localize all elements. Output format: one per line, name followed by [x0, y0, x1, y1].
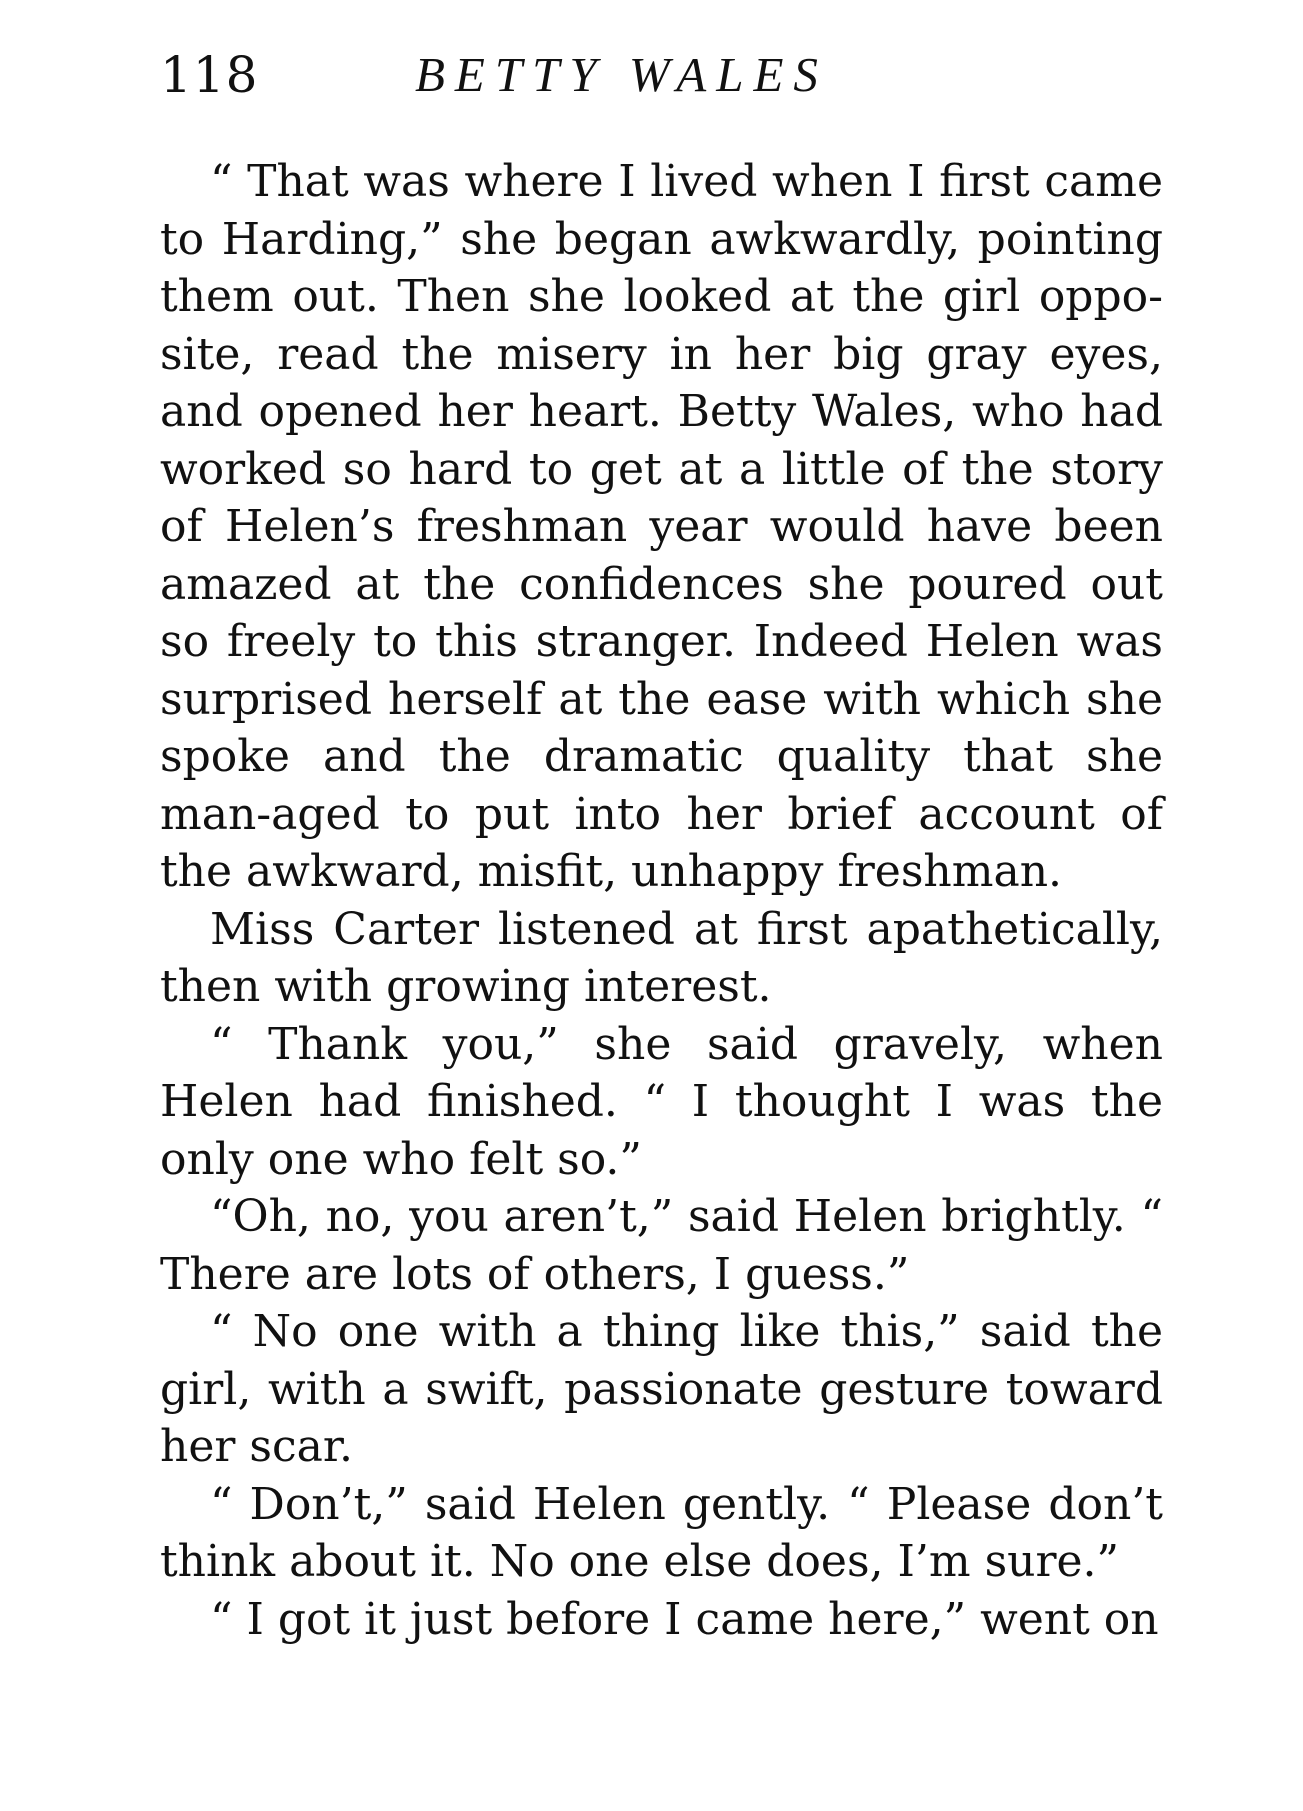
paragraph: “ No one with a thing like this,” said the girl, with a swift, passionate gesture toward her scar.	[160, 1306, 1163, 1472]
paragraph: “Oh, no, you aren’t,” said Helen brightly. “ There are lots of others, I guess.”	[160, 1191, 1163, 1300]
page-header	[160, 42, 1160, 112]
paragraph: “ Thank you,” she said gravely, when Helen had finished. “ I thought I was the only one who felt so.”	[160, 1018, 1163, 1185]
running-head: BETTY WALES	[415, 47, 828, 102]
paragraph: “ Don’t,” said Helen gently. “ Please don’t think about it. No one else does, I’m sure.”	[160, 1478, 1163, 1587]
body-text	[160, 153, 1163, 1648]
paragraph: “ That was where I lived when I first came to Harding,” she began awkwardly, pointing them out. Then she looked at the girl oppo-site, read the misery in her big gray eyes, and opened her heart. Betty Wales, who had worked so hard to get at a little of the story of Helen’s freshman year would have been amazed at the confidences she poured out so freely to this stranger. Indeed Helen was surprised herself at the ease with which she spoke and the dramatic quality that she man-aged to put into her brief account of the awkward, misfit, unhappy freshman.	[160, 156, 1163, 897]
paragraph: Miss Carter listened at first apathetically, then with growing interest.	[160, 903, 1163, 1012]
page-number: 118	[160, 46, 259, 104]
paragraph: “ I got it just before I came here,” went on	[210, 1593, 1159, 1645]
